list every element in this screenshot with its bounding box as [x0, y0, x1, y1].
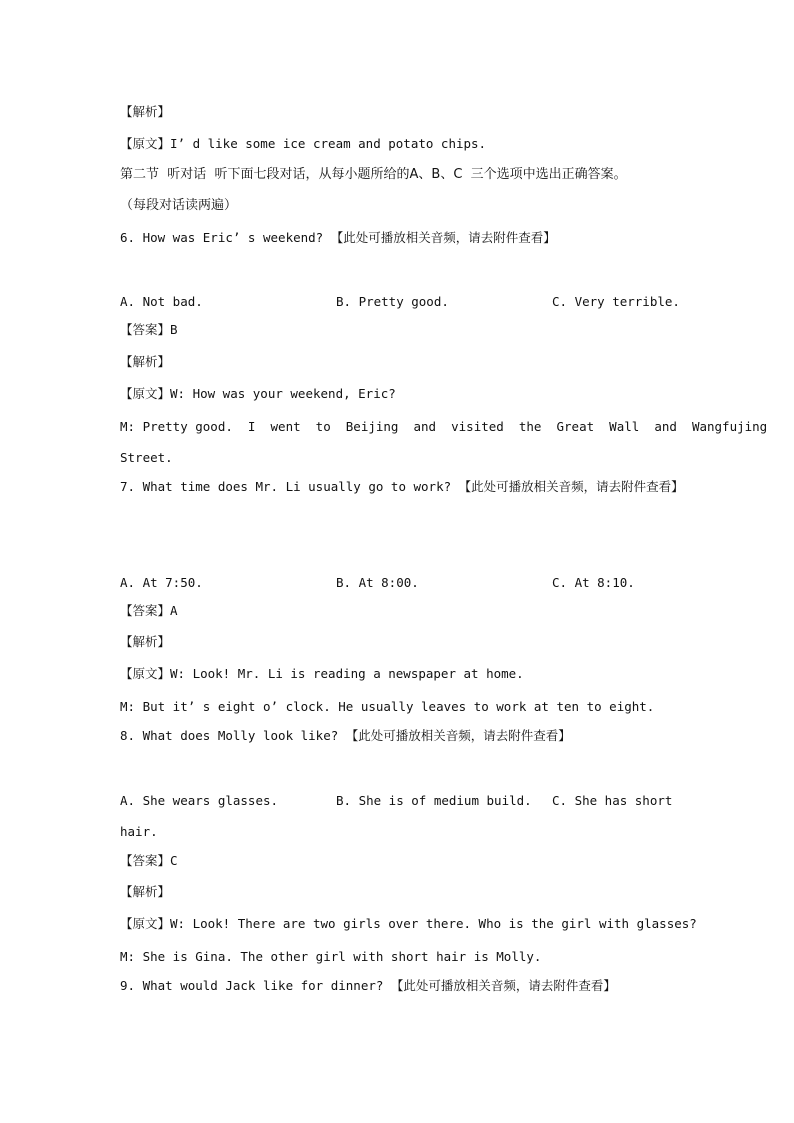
- q8-option-c-wrap: hair.: [120, 824, 158, 839]
- q6-option-a: A. Not bad.: [120, 294, 203, 309]
- q8-transcript-w: 【原文】W: Look! There are two girls over there. Who is the girl with glasses?: [120, 916, 697, 931]
- q6-analysis-label: 【解析】: [120, 354, 171, 369]
- question-7: 7. What time does Mr. Li usually go to work? 【此处可播放相关音频，请去附件查看】: [120, 479, 684, 494]
- q8-option-c: C. She has short: [552, 793, 673, 808]
- q7-answer: 【答案】A: [120, 603, 178, 618]
- q6-transcript-m-line1: M: Pretty good. I went to Beijing and visited the Great Wall and Wangfujing: [120, 419, 768, 434]
- q6-transcript-m-line2: Street.: [120, 450, 173, 465]
- q7-transcript-m: M: But it’ s eight o’ clock. He usually leaves to work at ten to eight.: [120, 699, 655, 714]
- analysis-label: 【解析】: [120, 104, 171, 119]
- q8-answer: 【答案】C: [120, 853, 178, 868]
- q8-option-a: A. She wears glasses.: [120, 793, 279, 808]
- q7-transcript-w: 【原文】W: Look! Mr. Li is reading a newspaper at home.: [120, 666, 524, 681]
- q7-option-b: B. At 8:00.: [336, 575, 419, 590]
- section-two-heading: 第二节 听对话 听下面七段对话，从每小题所给的A、B、C 三个选项中选出正确答案。: [120, 167, 627, 182]
- section-two-note: （每段对话读两遍）: [120, 198, 238, 213]
- question-6: 6. How was Eric’ s weekend? 【此处可播放相关音频，请去附件查看】: [120, 230, 556, 245]
- question-9: 9. What would Jack like for dinner? 【此处可播放相关音频，请去附件查看】: [120, 978, 616, 993]
- q6-answer: 【答案】B: [120, 322, 178, 337]
- q7-option-c: C. At 8:10.: [552, 575, 635, 590]
- q7-option-a: A. At 7:50.: [120, 575, 203, 590]
- q6-transcript-w: 【原文】W: How was your weekend, Eric?: [120, 386, 396, 401]
- transcript-q5: 【原文】I’ d like some ice cream and potato chips.: [120, 136, 487, 151]
- question-8: 8. What does Molly look like? 【此处可播放相关音频，请去附件查看】: [120, 728, 571, 743]
- q7-analysis-label: 【解析】: [120, 634, 171, 649]
- q8-option-b: B. She is of medium build.: [336, 793, 532, 808]
- q8-analysis-label: 【解析】: [120, 884, 171, 899]
- q6-option-b: B. Pretty good.: [336, 294, 449, 309]
- q6-option-c: C. Very terrible.: [552, 294, 680, 309]
- q8-transcript-m: M: She is Gina. The other girl with short hair is Molly.: [120, 949, 542, 964]
